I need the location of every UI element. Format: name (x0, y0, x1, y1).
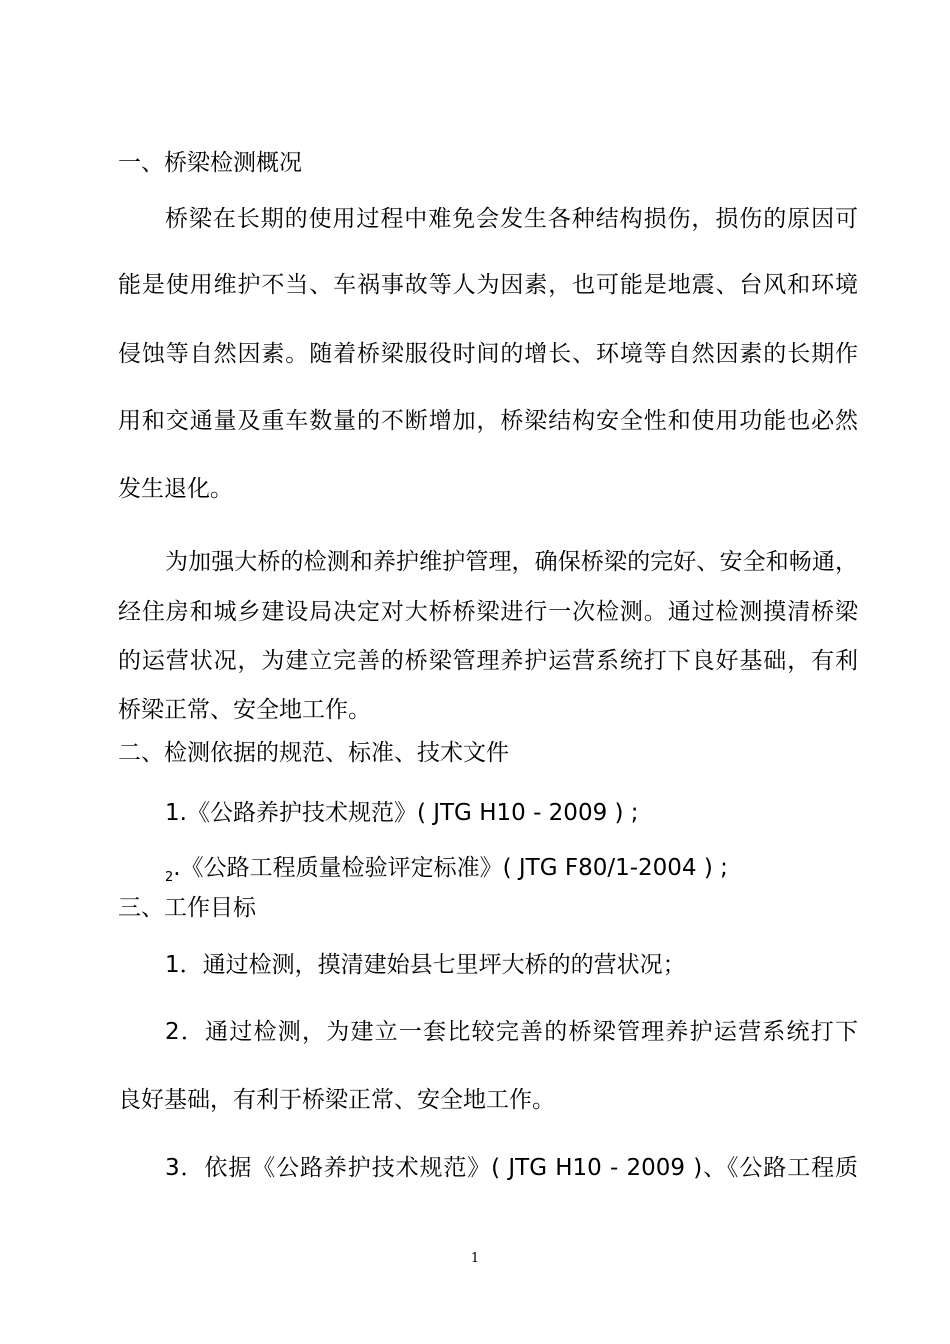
paragraph-1-line-1: 桥梁在长期的使用过程中难免会发生各种结构损伤，损伤的原因可 (165, 206, 858, 232)
paragraph-2-line-2: 经住房和城乡建设局决定对大桥桥梁进行一次检测。通过检测摸清桥梁 (118, 599, 858, 625)
goal-item-2-line-1: 2．通过检测，为建立一套比较完善的桥梁管理养护运营系统打下 (165, 1019, 858, 1045)
goal-item-2-line-2: 良好基础，有利于桥梁正常、安全地工作。 (118, 1087, 555, 1113)
paragraph-2-line-4: 桥梁正常、安全地工作。 (118, 697, 371, 723)
reference-item-1: 1.《公路养护技术规范》( JTG H10 - 2009 ) ; (165, 800, 639, 826)
page-number: 1 (470, 1251, 480, 1266)
goal-item-1: 1．通过检测，摸清建始县七里坪大桥的的营状况； (165, 952, 686, 978)
paragraph-1-line-5: 发生退化。 (118, 476, 233, 502)
reference-item-2 (165, 853, 858, 893)
reference-item-2-text: .《公路工程质量检验评定标准》( JTG F80/1-2004 ) ; (173, 855, 728, 881)
paragraph-1-line-4: 用和交通量及重车数量的不断增加，桥梁结构安全性和使用功能也必然 (118, 408, 858, 434)
reference-item-2-number: 2 (165, 870, 174, 885)
goal-item-3-line-1: 3．依据《公路养护技术规范》( JTG H10 - 2009 )、《公路工程质 (165, 1155, 858, 1181)
paragraph-2-line-1: 为加强大桥的检测和养护维护管理，确保桥梁的完好、安全和畅通， (165, 549, 858, 575)
paragraph-1-line-3: 侵蚀等自然因素。随着桥梁服役时间的增长、环境等自然因素的长期作 (118, 341, 858, 367)
paragraph-1-line-2: 能是使用维护不当、车祸事故等人为因素，也可能是地震、台风和环境 (118, 272, 858, 298)
section-3-heading: 三、工作目标 (118, 895, 256, 921)
section-1-heading: 一、桥梁检测概况 (118, 150, 302, 176)
section-2-heading: 二、检测依据的规范、标准、技术文件 (118, 740, 509, 766)
paragraph-2-line-3: 的运营状况，为建立完善的桥梁管理养护运营系统打下良好基础，有利 (118, 648, 858, 674)
